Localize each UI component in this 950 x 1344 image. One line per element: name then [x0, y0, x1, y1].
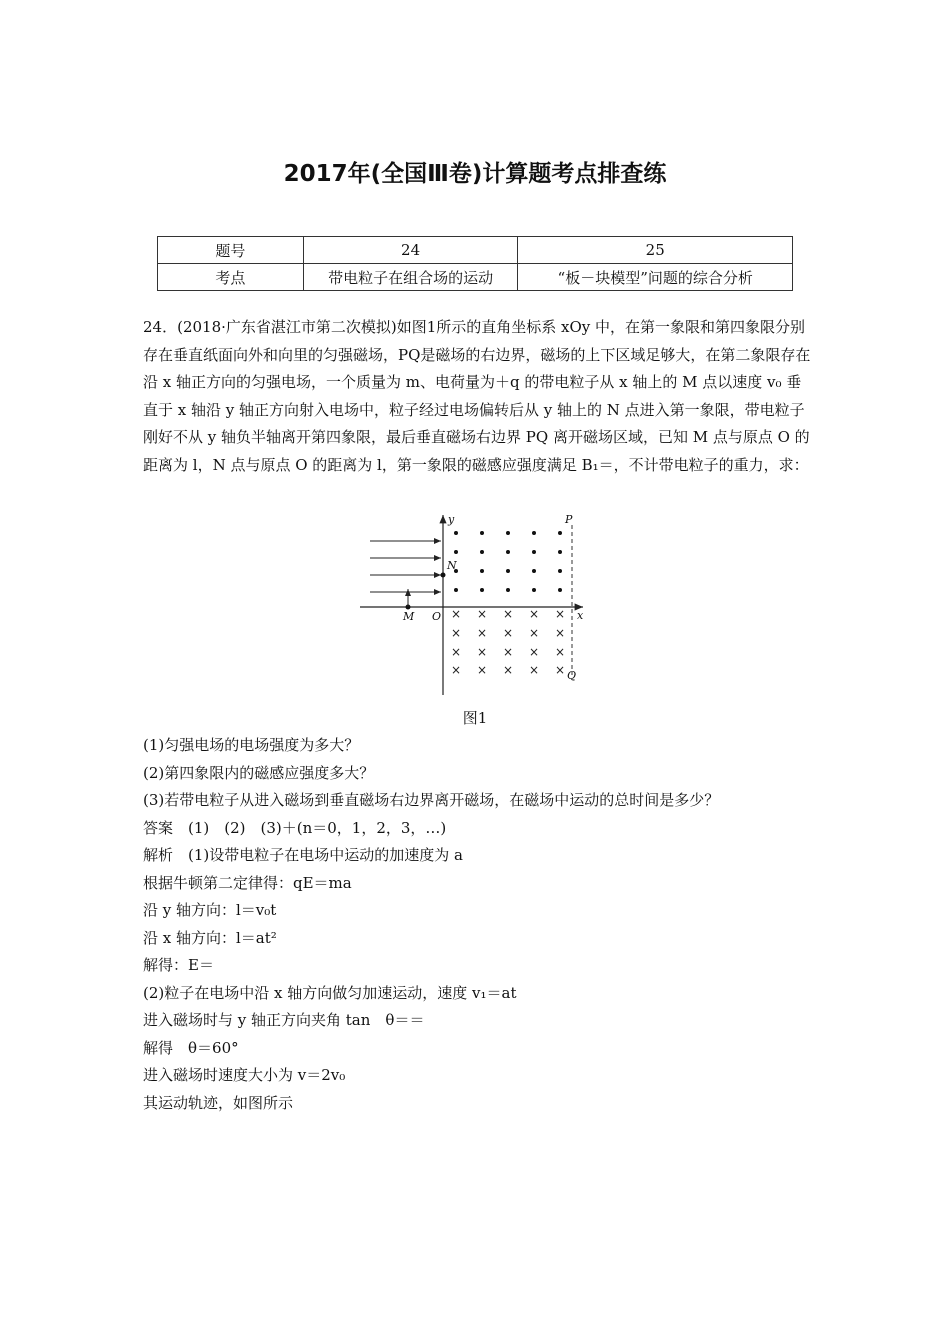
point-n	[441, 573, 446, 578]
table-cell: 25	[518, 237, 793, 264]
svg-text:×: ×	[528, 645, 540, 659]
solution-line: (2)粒子在电场中沿 x 轴方向做匀加速运动，速度 v₁＝at	[143, 984, 517, 1002]
svg-text:×: ×	[476, 607, 488, 621]
label-n: N	[447, 559, 457, 572]
solution-line: 解得 θ＝60°	[143, 1039, 239, 1057]
label-m: M	[403, 610, 415, 623]
answer-line: 答案 (1) (2) (3)＋(n＝0，1，2，3，…)	[143, 819, 447, 837]
svg-text:×: ×	[450, 663, 462, 677]
table-cell: 24	[303, 237, 518, 264]
topics-table	[157, 236, 793, 291]
table-cell: 题号	[158, 237, 304, 264]
svg-text:×: ×	[554, 626, 566, 640]
label-q: Q	[567, 669, 577, 682]
svg-text:×: ×	[450, 607, 462, 621]
figure-caption: 图1	[462, 709, 488, 727]
solution-line: 进入磁场时速度大小为 v＝2v₀	[143, 1066, 346, 1084]
svg-text:×: ×	[502, 645, 514, 659]
svg-text:×: ×	[554, 645, 566, 659]
page-title: 2017年(全国Ⅲ卷)计算题考点排查练	[283, 161, 667, 187]
label-p: P	[565, 513, 573, 526]
dots-region	[454, 531, 562, 592]
question-1: (1)匀强电场的电场强度为多大？	[143, 736, 360, 754]
question-3: (3)若带电粒子从进入磁场到垂直磁场右边界离开磁场，在磁场中运动的总时间是多少？	[143, 791, 720, 809]
crosses-region	[451, 607, 565, 677]
problem-text: 24．(2018·广东省湛江市第二次模拟)如图1所示的直角坐标系 xOy 中，在第一象限和第四象限分别存在垂直纸面向外和向里的匀强磁场，PQ是磁场的右边界，磁场的上下区域足够大，在第二象限存在沿 x 轴正方向的匀强电场，一个质量为 m、电荷量为＋q 的带电粒子从 x 轴上的 M 点以速度 v₀ 垂直于 x 轴沿 y 轴正方向射入电场中，粒子经过电场偏转后从 y 轴上的 N 点进入第一象限，带电粒子刚好不从 y 轴负半轴离开第四象限，最后垂直磁场右边界 PQ 离开磁场区域，已知 M 点与原点 O 的距离为 l，N 点与原点 O 的距离为 l，第一象限的磁感应强度满足 B₁＝，不计带电粒子的重力，求：	[143, 318, 811, 474]
solution-line: 沿 y 轴方向：l＝v₀t	[143, 901, 277, 919]
svg-text:×: ×	[528, 626, 540, 640]
question-2: (2)第四象限内的磁感应强度多大？	[143, 764, 375, 782]
svg-text:×: ×	[502, 663, 514, 677]
svg-text:×: ×	[554, 607, 566, 621]
svg-text:×: ×	[528, 607, 540, 621]
table-row	[158, 237, 793, 264]
label-y: y	[448, 513, 455, 526]
svg-text:×: ×	[502, 607, 514, 621]
label-o: O	[432, 610, 442, 623]
table-cell: 带电粒子在组合场的运动	[303, 264, 518, 291]
solution-line: 根据牛顿第二定律得：qE＝ma	[143, 874, 352, 892]
solution-line: 沿 x 轴方向：l＝at²	[143, 929, 277, 947]
label-x: x	[577, 609, 584, 622]
svg-text:×: ×	[476, 663, 488, 677]
svg-text:×: ×	[554, 663, 566, 677]
table-cell: “板－块模型”问题的综合分析	[518, 264, 793, 291]
solution-line: 解得：E＝	[143, 956, 214, 974]
field-diagram	[355, 513, 595, 698]
svg-text:×: ×	[476, 626, 488, 640]
solution-line: 进入磁场时与 y 轴正方向夹角 tan θ＝＝	[143, 1011, 425, 1029]
svg-text:×: ×	[502, 626, 514, 640]
solution-line: 其运动轨迹，如图所示	[143, 1094, 294, 1112]
table-cell: 考点	[158, 264, 304, 291]
svg-text:×: ×	[528, 663, 540, 677]
svg-text:×: ×	[450, 645, 462, 659]
table-row	[158, 264, 793, 291]
svg-text:×: ×	[476, 645, 488, 659]
svg-text:×: ×	[450, 626, 462, 640]
solution-line: 解析 (1)设带电粒子在电场中运动的加速度为 a	[143, 846, 463, 864]
